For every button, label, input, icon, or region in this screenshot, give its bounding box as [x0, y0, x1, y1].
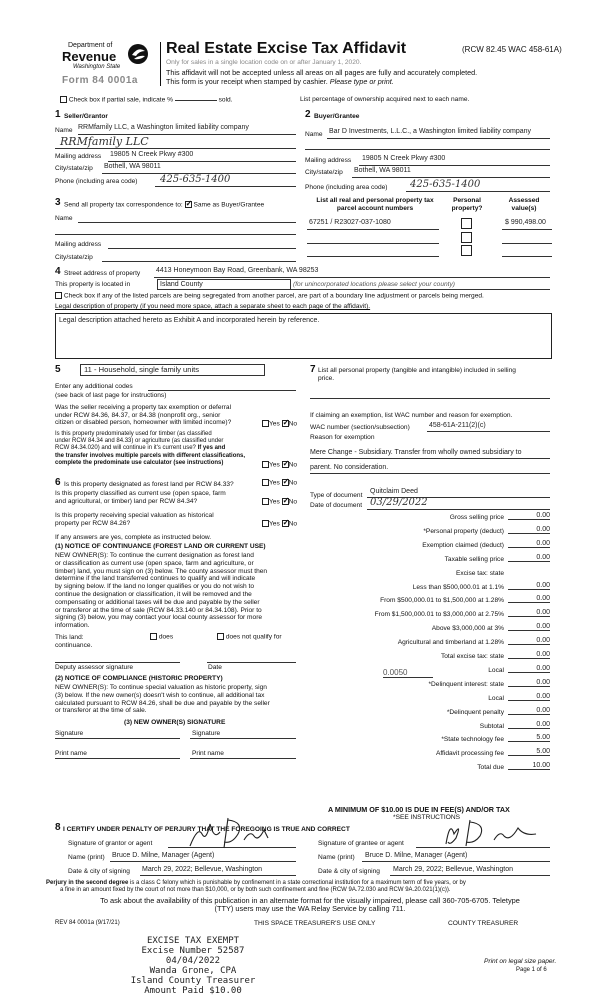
buyer-city-label: City/state/zip	[305, 169, 343, 176]
excise-tax-stamp	[118, 936, 268, 996]
notice2-line: or transferor at the time of sale.	[55, 707, 147, 715]
new-owner-sig-title: (3) NEW OWNER(S) SIGNATURE	[124, 719, 226, 726]
tax-row-value[interactable]: 0.00	[508, 595, 550, 603]
notice1-line: timber) land, you must sign on (3) below. The county assessor must then	[55, 567, 268, 575]
notice1-line: compensating or additional taxes will be due and payable by the seller	[55, 598, 260, 606]
buyer-name-label: Name	[305, 131, 323, 138]
exemption-label: If claiming an exemption, list WAC number and reason for exemption.	[310, 412, 513, 419]
legal-description-text: Legal description attached hereto as Exhibit A and incorporated herein by reference.	[59, 317, 320, 324]
historic-yes-checkbox[interactable]	[262, 520, 269, 527]
tax-row-label: Taxable selling price	[444, 555, 504, 563]
personal-col-header: Personal property?	[451, 197, 483, 212]
use-code-select[interactable]: 11 - Household, single family units	[80, 364, 265, 376]
tax-row-label: Excise tax: state	[455, 569, 504, 577]
assessed-col-header: Assessed value(s)	[508, 197, 540, 212]
owner-sig-line-1[interactable]	[55, 738, 180, 739]
seller-name-label: Name	[55, 127, 73, 134]
tax-row-value[interactable]: 5.00	[508, 734, 550, 742]
notice1-title: (1) NOTICE OF CONTINUANCE (FOREST LAND OR CURRENT USE)	[55, 543, 266, 550]
exemption-yes-checkbox[interactable]	[262, 420, 269, 427]
dept-line1: Department of	[68, 42, 113, 49]
seller-address[interactable]: 19805 N Creek Pkwy #300	[110, 151, 194, 158]
tax-row-value[interactable]: 0.00	[508, 665, 550, 673]
grantee-date-label: Date & city of signing	[318, 868, 380, 875]
page-number: Page 1 of 6	[516, 967, 547, 973]
partial-sale-row: Check box if partial sale, indicate % sold.	[60, 96, 233, 103]
reason-line-1[interactable]: Mere Change - Subsidiary. Transfer from wholly owned subsidiary to	[310, 449, 522, 456]
correspondence-row: Send all property tax correspondence to: ✓ Same as Buyer/Grantee	[64, 201, 264, 208]
partial-sale-percent[interactable]	[175, 100, 217, 101]
q-historic: Is this property receiving special valuation as historical property per RCW 84.26?	[55, 512, 214, 527]
seller-phone-label: Phone (including area code)	[55, 178, 138, 185]
tax-row-label: Total excise tax: state	[440, 653, 504, 660]
local-rate: 0.0050	[383, 668, 433, 678]
revenue-logo-icon	[126, 42, 150, 66]
rev-number: REV 84 0001a (9/17/21)	[55, 920, 120, 926]
q-current-use: Is this property classified as current use (open space, farm and agricultural, or timber) land per RCW 84.34?	[55, 490, 226, 505]
exemption-no-checkbox[interactable]	[282, 420, 289, 427]
tax-row-value[interactable]: 0.00	[508, 554, 550, 562]
grantee-signature[interactable]	[440, 814, 550, 850]
tax-row-value[interactable]: 0.00	[508, 512, 550, 520]
county-select[interactable]: Island County	[157, 279, 291, 290]
grantee-date[interactable]: March 29, 2022; Bellevue, Washington	[393, 866, 513, 873]
stamp-line: 04/04/2022	[165, 956, 221, 966]
current-use-yes-checkbox[interactable]	[262, 498, 269, 505]
print-name-label-2: Print name	[192, 750, 224, 757]
parcel-number[interactable]: 67251 / R23027-037-1080	[309, 219, 391, 226]
personal-property-checkbox-3[interactable]	[461, 245, 472, 256]
does-option: does	[150, 633, 173, 640]
deputy-sig-line[interactable]	[55, 662, 180, 663]
additional-codes-label: Enter any additional codes	[55, 383, 133, 390]
q-exemption-answers: Yes ✓ No	[262, 420, 297, 427]
notice1-line: continue the designation or classification, it will be removed and the	[55, 590, 252, 598]
tax-row-label: *Personal property (deduct)	[423, 527, 504, 535]
subtitle-3: This form is your receipt when stamped by cashier. Please type or print.	[166, 77, 394, 86]
correspondence-city-line[interactable]	[102, 261, 296, 262]
dept-line2: Revenue	[62, 49, 117, 64]
section7-num: 7	[310, 364, 316, 375]
tax-row-label: From $500,000.01 to $1,500,000 at 1.28%	[380, 597, 504, 605]
legal-label: Legal description of property (if you need more space, attach a separate sheet to each page of the affidavit).	[55, 303, 371, 310]
tax-row-label: Affidavit processing fee	[435, 750, 504, 758]
notice1-body	[55, 552, 267, 630]
notice1-line: determine if the land transferred continues to qualify and will indicate	[55, 575, 256, 583]
notice2-body	[55, 684, 270, 715]
tax-row-label: Local	[488, 694, 504, 702]
stamp-line: Wanda Grone, CPA	[149, 966, 237, 976]
deputy-date-line[interactable]	[207, 662, 296, 663]
tax-row-label: Above $3,000,000 at 3%	[431, 625, 504, 633]
seller-label: Seller/Grantor	[64, 113, 108, 120]
perjury-text: Perjury in the second degree is a class C felony which is punishable by confinement in a state correctional institution for a maximum term of five years, or by a fine in an amount fixed by the court of not more than $10,000, or by both such confinement and fine (RCW 9A.72.030 and RCW 9A.20.021(1)(c)).	[46, 880, 466, 894]
header-divider	[160, 42, 161, 86]
stamp-line: EXCISE TAX EXEMPT	[146, 936, 240, 946]
deputy-date-label: Date	[208, 664, 222, 671]
section3-num: 3	[55, 197, 61, 208]
tax-row-label: From $1,500,000.01 to $3,000,000 at 2.75%	[374, 611, 504, 619]
dept-line3: Washington State	[73, 64, 121, 70]
tax-row-label: Agricultural and timberland at 1.28%	[397, 639, 504, 647]
tax-row-value[interactable]: 0.00	[508, 693, 550, 701]
minimum-due: A MINIMUM OF $10.00 IS DUE IN FEE(S) AND/OR TAX	[328, 805, 510, 814]
subtitle-2: This affidavit will not be accepted unless all areas on all pages are fully and accurately completed.	[166, 68, 478, 77]
does-not-option: does not qualify for	[217, 633, 282, 640]
certify-text: I CERTIFY UNDER PENALTY OF PERJURY THAT THE FOREGOING IS TRUE AND CORRECT	[63, 826, 350, 833]
grantee-name[interactable]: Bruce D. Milne, Manager (Agent)	[365, 852, 468, 859]
form-id: Form 84 0001a	[62, 75, 138, 86]
legal-size-note: Print on legal size paper.	[484, 958, 557, 965]
this-land-label: This land:	[55, 634, 84, 641]
grantee-sig-label: Signature of grantee or agent	[318, 840, 404, 847]
section8-num: 8	[55, 822, 61, 833]
current-use-no-checkbox[interactable]	[282, 498, 289, 505]
treasurer-use: THIS SPACE TREASURER'S USE ONLY	[254, 920, 376, 927]
tax-row-label: Total due	[477, 764, 504, 772]
doc-type-label: Type of document	[310, 492, 363, 499]
correspondence-city-label: City/state/zip	[55, 254, 93, 261]
form-title-ref: (RCW 82.45 WAC 458-61A)	[462, 45, 562, 54]
buyer-label: Buyer/Grantee	[314, 113, 360, 120]
personal-property-label: List all personal property (tangible and intangible) included in selling price.	[318, 367, 516, 382]
seller-address-label: Mailing address	[55, 153, 102, 160]
tax-row-label: Gross selling price	[449, 514, 504, 521]
grantor-sig-label: Signature of grantor or agent	[68, 840, 153, 847]
wac-number[interactable]: 458-61A-211(2)(c)	[429, 422, 486, 429]
does-not-qualify-checkbox[interactable]	[217, 633, 224, 640]
doc-date-label: Date of document	[310, 502, 363, 509]
forest-no-checkbox[interactable]	[282, 479, 289, 486]
notice1-line: or classification as current use (open space, farm and agriculture, or	[55, 559, 254, 567]
tax-row-value[interactable]: 0.00	[508, 540, 550, 548]
tax-row-value[interactable]: 0.00	[508, 609, 550, 617]
tax-row-value[interactable]: 10.00	[508, 762, 550, 770]
county-label: This property is located in	[55, 281, 131, 288]
correspondence-address-line[interactable]	[108, 248, 296, 249]
grantor-name[interactable]: Bruce D. Milne, Manager (Agent)	[112, 852, 215, 859]
seller-city-label: City/state/zip	[55, 165, 93, 172]
forest-yes-checkbox[interactable]	[262, 479, 269, 486]
notice2-line: NEW OWNER(S): To continue special valuation as historic property, sign	[55, 684, 267, 691]
tax-row-label: Exemption claimed (deduct)	[422, 541, 504, 549]
buyer-address[interactable]: 19805 N Creek Pkwy #300	[362, 155, 446, 162]
print-name-label-1: Print name	[55, 750, 87, 757]
see-instructions: *SEE INSTRUCTIONS	[393, 814, 461, 821]
section4-num: 4	[55, 266, 61, 277]
owner-print-line-1[interactable]	[55, 758, 180, 759]
segregated-checkbox[interactable]	[55, 292, 62, 299]
notice1-line: information.	[55, 622, 90, 630]
personal-property-checkbox-1[interactable]	[461, 218, 472, 229]
tax-row-label: Less than $500,000.01 at 1.1%	[412, 583, 504, 591]
alt-format-text: To ask about the availability of this publication in an alternate format for the visually impaired, please call 360-705-6705. Teletype (TTY) users may use the WA Relay Service by calling 711.	[100, 896, 520, 914]
stamp-line: Amount Paid $10.00	[144, 986, 242, 996]
timber-no-checkbox[interactable]	[282, 461, 289, 468]
form-title: Real Estate Excise Tax Affidavit	[166, 40, 407, 57]
historic-no-checkbox[interactable]	[282, 520, 289, 527]
signature-label-1: Signature	[55, 730, 84, 737]
tax-row-value[interactable]: 0.00	[508, 721, 550, 729]
county-note: (for unincorporated locations please select your county)	[293, 281, 456, 288]
see-back-label: (see back of last page for instructions)	[55, 392, 167, 399]
section1-num: 1	[55, 109, 61, 120]
q-current-use-answers: Yes ✓ No	[262, 498, 297, 505]
reason-label: Reason for exemption	[310, 434, 375, 441]
buyer-phone-label: Phone (including area code)	[305, 184, 388, 191]
assessed-value[interactable]: $ 990,498.00	[505, 219, 546, 226]
correspondence-name-label: Name	[55, 215, 73, 222]
section6-num: 6	[55, 477, 61, 488]
stamp-line: Island County Treasurer	[130, 976, 256, 986]
signature-label-2: Signature	[192, 730, 221, 737]
q-exemption: Was the seller receiving a property tax exemption or deferral under RCW 84.36, 84.37, or 84.38 (nonprofit org., senior citizen or disabled person, homeowner with limited income)?	[55, 404, 232, 427]
partial-sale-checkbox[interactable]	[60, 96, 67, 103]
tax-row-value[interactable]: 0.00	[508, 582, 550, 590]
county-treasurer: COUNTY TREASURER	[448, 920, 519, 927]
tax-row-value[interactable]: 0.00	[508, 679, 550, 687]
seller-name-typed[interactable]: RRMfamily LLC, a Washington limited liability company	[78, 124, 249, 131]
parcel-col-header: List all real and personal property tax parcel account numbers	[316, 197, 434, 212]
tax-row-label: Local	[488, 666, 504, 674]
grantee-name-label: Name (print)	[318, 854, 355, 861]
additional-codes-line[interactable]	[148, 390, 296, 391]
grantor-signature[interactable]	[180, 812, 290, 852]
buyer-phone[interactable]: 425-635-1400	[410, 179, 481, 190]
buyer-address-label: Mailing address	[305, 157, 352, 164]
tax-row-value[interactable]: 0.00	[508, 637, 550, 645]
personal-property-line[interactable]	[310, 398, 550, 399]
q-forest: Is this property designated as forest land per RCW 84.33?	[64, 481, 234, 488]
street-address[interactable]: 4413 Honeymoon Bay Road, Greenbank, WA 98253	[156, 267, 319, 274]
notice2-title: (2) NOTICE OF COMPLIANCE (HISTORIC PROPERTY)	[55, 675, 223, 682]
section2-num: 2	[305, 109, 311, 120]
grantor-name-label: Name (print)	[68, 854, 105, 861]
tax-row-value[interactable]: 0.00	[508, 623, 550, 631]
grantor-date-label: Date & city of signing	[68, 868, 130, 875]
same-as-buyer-checkbox[interactable]	[185, 201, 192, 208]
tax-row-value[interactable]: 0.00	[508, 526, 550, 534]
notice1-line: NEW OWNER(S): To continue the current designation as forest land	[55, 552, 254, 559]
seller-city[interactable]: Bothell, WA 98011	[104, 163, 161, 170]
tax-row-label: *Delinquent interest: state	[428, 680, 504, 688]
section5-num: 5	[55, 364, 61, 375]
notice1-line: or transferor at the time of sale (RCW 84.33.140 or 84.34.108). Prior to	[55, 606, 262, 614]
tax-row-value[interactable]: 0.00	[508, 707, 550, 715]
notice2-line: calculated pursuant to RCW 84.26, shall be due and payable by the seller	[55, 699, 270, 707]
street-label: Street address of property	[64, 270, 141, 277]
tax-row-label: Subtotal	[479, 722, 504, 730]
q-timber: Is this property predominately used for timber (as classified under RCW 84.34 and 84.33) or agriculture (as classified under RCW 84.34.020) and will continue in it's current use? If yes and the transfer involves multiple parcels with different classifications, complete the predominate use calculator (see instructions)	[55, 431, 246, 466]
notice1-line: signing (3) below, you may contact your local county assessor for more	[55, 614, 263, 622]
dor-logo	[62, 42, 154, 90]
continuance-label: continuance.	[55, 642, 93, 649]
ownership-label: List percentage of ownership acquired next to each name.	[300, 96, 470, 103]
subtitle-1: Only for sales in a single location code on or after January 1, 2020.	[166, 59, 362, 66]
deputy-sig-label: Deputy assessor signature	[55, 664, 134, 671]
owner-sig-line-2[interactable]	[190, 738, 296, 739]
timber-yes-checkbox[interactable]	[262, 461, 269, 468]
does-qualify-checkbox[interactable]	[150, 633, 157, 640]
tax-row-value[interactable]: 5.00	[508, 748, 550, 756]
segregated-row: Check box if any of the listed parcels are being segregated from another parcel, are part of a boundary line adjustment or parcels being merged.	[55, 292, 484, 299]
legal-description-box[interactable]	[55, 313, 552, 359]
if-yes-label: If any answers are yes, complete as instructed below.	[55, 534, 212, 541]
correspondence-address-label: Mailing address	[55, 241, 102, 248]
doc-date[interactable]: 03/29/2022	[370, 497, 428, 508]
tax-row-label: *State technology fee	[441, 736, 504, 744]
q-forest-answers: Yes ✓ No	[262, 479, 297, 486]
stamp-line: Excise Number 52587	[141, 946, 245, 956]
seller-name-handwritten: RRMfamily LLC	[60, 135, 149, 148]
notice2-line: (3) below. If the new owner(s) doesn't wish to continue, all additional tax	[55, 691, 265, 699]
tax-row-label: *Delinquent penalty	[446, 708, 504, 716]
notice1-line: by signing below. If the land no longer qualifies or you do not wish to	[55, 583, 255, 591]
correspondence-name-line[interactable]	[78, 222, 296, 223]
q-timber-answers: Yes ✓ No	[262, 461, 297, 468]
buyer-name[interactable]: Bar D Investments, L.L.C., a Washington limited liability company	[329, 128, 532, 135]
q-historic-answers: Yes ✓ No	[262, 520, 297, 527]
grantor-date[interactable]: March 29, 2022; Bellevue, Washington	[142, 866, 262, 873]
doc-type[interactable]: Quitclaim Deed	[370, 488, 418, 495]
owner-print-line-2[interactable]	[190, 758, 296, 759]
personal-property-checkbox-2[interactable]	[461, 232, 472, 243]
reason-line-2[interactable]: parent. No consideration.	[310, 464, 389, 471]
wac-label: WAC number (section/subsection)	[310, 424, 410, 431]
tax-row-value[interactable]: 0.00	[508, 651, 550, 659]
buyer-city[interactable]: Bothell, WA 98011	[354, 167, 411, 174]
seller-phone[interactable]: 425-635-1400	[160, 174, 231, 185]
